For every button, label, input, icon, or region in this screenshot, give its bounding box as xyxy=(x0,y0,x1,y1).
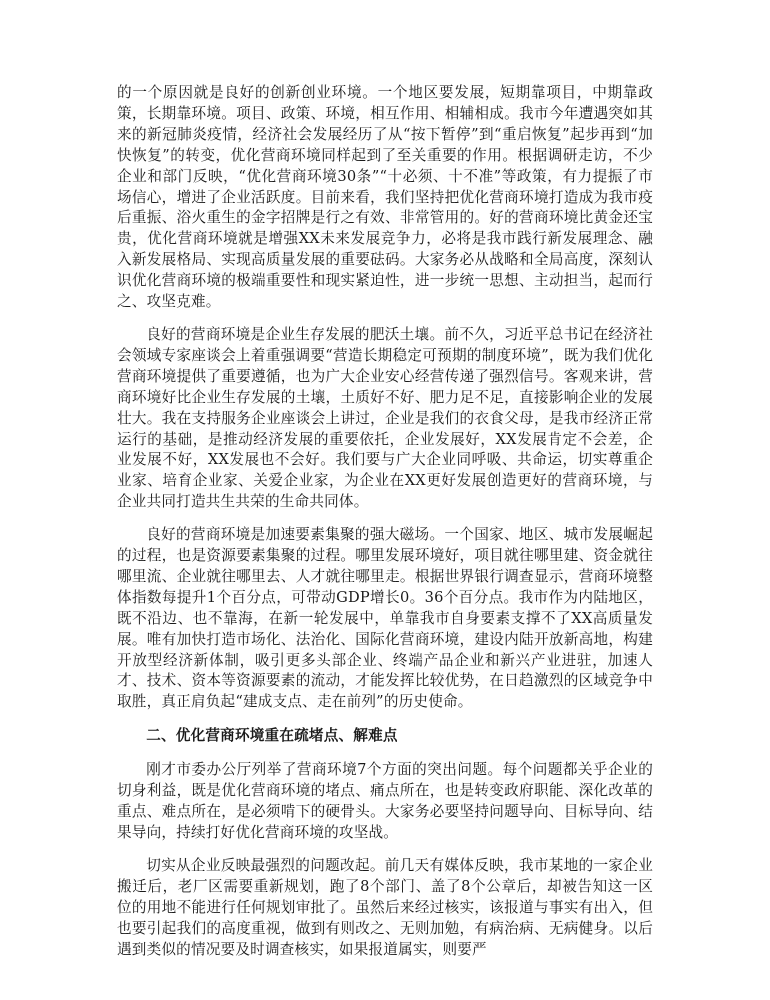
paragraph-1: 的一个原因就是良好的创新创业环境。一个地区要发展，短期靠项目，中期靠政策，长期靠环境。项目、政策、环境，相互作用、相辅相成。我市今年遭遇突如其来的新冠肺炎疫情，经济社会发展经历了从“按下暂停”到“重启恢复”起步再到“加快恢复”的转变，优化营商环境同样起到了至关重要的作用。根据调研走访，不少企业和部门反映，“优化营商环境30条”“十必须、十不准”等政策，有力提振了市场信心，增进了企业活跃度。目前来看，我们坚持把优化营商环境打造成为我市疫后重振、浴火重生的金字招牌是行之有效、非常管用的。好的营商环境比黄金还宝贵，优化营商环境就是增强XX未来发展竞争力，必将是我市践行新发展理念、融入新发展格局、实现高质量发展的重要砝码。大家务必从战略和全局高度，深刻认识优化营商环境的极端重要性和现实紧迫性，进一步统一思想、主动担当，起而行之、攻坚克难。 xyxy=(117,84,653,311)
document-page xyxy=(117,83,653,972)
paragraph-2: 良好的营商环境是企业生存发展的肥沃土壤。前不久，习近平总书记在经济社会领域专家座谈会上着重强调要“营造长期稳定可预期的制度环境”，既为我们优化营商环境提供了重要遵循，也为广大企业安心经营传递了强烈信号。客观来讲，营商环境好比企业生存发展的土壤，土质好不好、肥力足不足，直接影响企业的发展壮大。我在支持服务企业座谈会上讲过，企业是我们的衣食父母，是我市经济正常运行的基础，是推动经济发展的重要依托，企业发展好，XX发展肯定不会差，企业发展不好，XX发展也不会好。我们要与广大企业同呼吸、共命运，切实尊重企业家、培育企业家、关爱企业家，为企业在XX更好发展创造更好的营商环境，与企业共同打造共生共荣的生命共同体。 xyxy=(117,325,653,511)
paragraph-3: 良好的营商环境是加速要素集聚的强大磁场。一个国家、地区、城市发展崛起的过程，也是资源要素集聚的过程。哪里发展环境好，项目就往哪里建、资金就往哪里流、企业就往哪里去、人才就往哪里走。根据世界银行调查显示，营商环境整体指数每提升1个百分点，可带动GDP增长0。36个百分点。我市作为内陆地区，既不沿边、也不靠海，在新一轮发展中，单靠我市自身要素支撑不了XX高质量发展。唯有加快打造市场化、法治化、国际化营商环境，建设内陆开放新高地，构建开放型经济新体制，吸引更多头部企业、终端产品企业和新兴产业进驻，加速人才、技术、资本等资源要素的流动，才能发挥比较优势，在日趋激烈的区域竞争中取胜，真正肩负起“建成支点、走在前列”的历史使命。 xyxy=(117,526,653,711)
paragraph-4: 刚才市委办公厅列举了营商环境7个方面的突出问题。每个问题都关乎企业的切身利益，既是优化营商环境的堵点、痛点所在，也是转变政府职能、深化改革的重点、难点所在，是必须啃下的硬骨头。大家务必要坚持问题导向、目标导向、结果导向，持续打好优化营商环境的攻坚战。 xyxy=(117,761,653,841)
paragraph-5: 切实从企业反映最强烈的问题改起。前几天有媒体反映，我市某地的一家企业搬迁后，老厂区需要重新规划，跑了8个部门、盖了8个公章后，却被告知这一区位的用地不能进行任何规划审批了。虽然后来经过核实，该报道与事实有出入，但也要引起我们的高度重视，做到有则改之、无则加勉，有病治病、无病健身。以后遇到类似的情况要及时调查核实，如果报道属实，则要严 xyxy=(117,856,653,958)
section-heading: 二、优化营商环境重在疏堵点、解难点 xyxy=(146,727,398,745)
